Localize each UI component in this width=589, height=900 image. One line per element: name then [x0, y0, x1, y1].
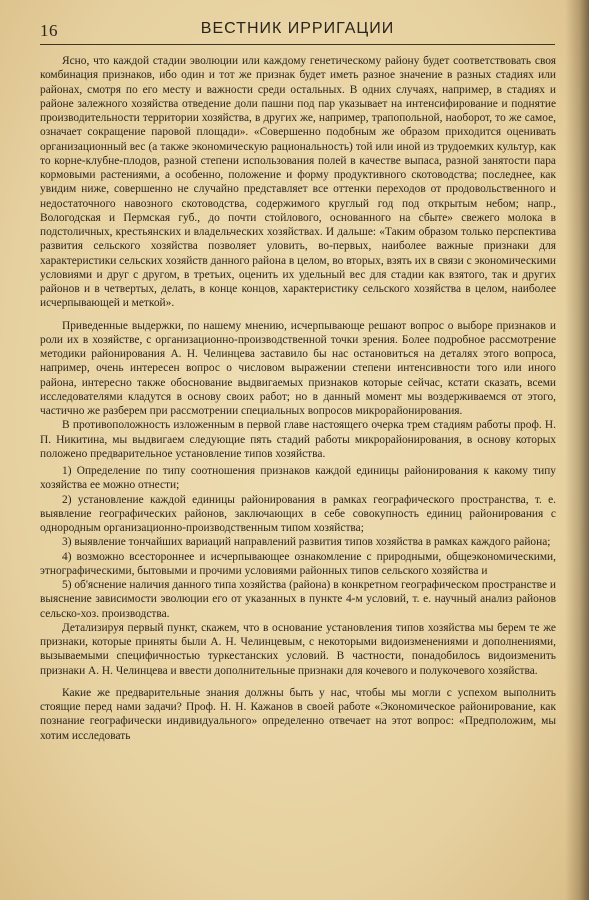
paragraph: Приведенные выдержки, по нашему мнению, исчерпывающе решают вопрос о выборе признаков и роли их в хозяйстве, с организационно-производственной точки зрения. Более подробное рассмотрение методики районирования А. Н. Челинцева заставило бы нас остановиться на деталях этого вопроса, например, очень интересен вопрос о числовом выражении степени интенсивности того или иного района, интересно также обоснование выдвигаемых признаков которые сейчас, кстати сказать, всеми исследователями кладутся в основу своих работ; но в данный момент мы воздерживаемся от этого, частично же разберем при рассмотрении специальных вопросов микрорайонирования. [40, 319, 556, 417]
list-item: 2) установление каждой единицы районирования в рамках географического пространства, т. е. выявление географических районов, заключающих в себе совокупность единиц районирования с однородным организационно-производственным типом хозяйства; [40, 493, 556, 534]
list-item: 3) выявление тончайших вариаций направлений развития типов хозяйства в рамках каждого района; [62, 536, 551, 549]
page-spine-shadow [565, 0, 589, 900]
running-header [40, 18, 555, 45]
list-item: 1) Определение по типу соотношения признаков каждой единицы районирования к какому типу хозяйства ее можно отнести; [40, 465, 556, 492]
paragraph: Какие же предварительные знания должны быть у нас, чтобы мы могли с успехом выполнить стоящие перед нами задачи? Проф. Н. Н. Кажанов в своей работе «Экономическое районирование, как познание географически индивидуального» определенно отвечает на этот вопрос: «Предположим, мы хотим исследовать [40, 686, 556, 742]
list-item: 4) возможно всестороннее и исчерпывающее ознакомление с природными, общеэкономическими, этнографическими, бытовыми и прочими условиями районных типов сельского хозяйства и [40, 550, 556, 577]
list-item: 5) об'яснение наличия данного типа хозяйства (района) в конкретном географическом пространстве и выяснение зависимости эволюции его от указанных в пункте 4-м условий, т. е. научный анализ районов сельско-хоз. производства. [40, 579, 556, 620]
paragraph-quote: Ясно, что каждой стадии эволюции или каждому генетическому району будет соответствовать своя комбинация признаков, ибо один и тот же признак будет иметь разное значение в разных стадиях или районах, смотря по его месту и важности среди остальных. В одних случаях, например, в стадиях и районе залежного хозяйства отведение доли пашни под пар указывает на интенсифирование и поднятие производительности территории хозяйства, в других же, например, трапопольной, наоборот, то же самое, означает сокращение паровой площади». «Совершенно подобным же образом приходится оценивать организационный вес (а также экономическую рациональность) той или иной из трудоемких культур, как то корне-клубне-плодов, разной степени использования полей в качестве выпаса, разной занятости пара кормовыми растениями, а особенно, положение и форму продуктивного скотоводства; последнее, как увидим ниже, совершенно не случайно представляет все оттенки переходов от продовольственного и недостаточного навозного скотоводства, содержимого круглый год под открытым небом; напр., Вологодская и Пермская губ., до почти стойлового, основанного на сбыте» свежего молока в подстоличных, крестьянских и владельческих хозяйствах. И дальше: «Таким образом только перспектива развития сельского хозяйства позволяет уловить, во-первых, наиболее важные признаки для характеристики сельских хозяйств данного района в целом, во вторых, взять их в связи с экономическими условиями и друг с другом, в третьих, оценить их удельный вес для стадии как взятого, так и других районов и в четвертых, делать, в конце концов, характеристику сельского хозяйства в целом, наиболее исчерпывающей и меткой». [40, 55, 556, 310]
running-title: ВЕСТНИК ИРРИГАЦИИ [200, 20, 395, 37]
article-body [40, 54, 556, 743]
paragraph: Детализируя первый пункт, скажем, что в основание установления типов хозяйства мы берем те же признаки, которые приняты были А. Н. Челинцевым, с некоторыми видоизменениями и дополнениями, вызываемыми специфичностью туркестанских условий. В частности, понадобилось видоизменить признаки А. Н. Челинцева и ввести дополнительные признаки для кочевого и полукочевого хозяйства. [40, 621, 556, 677]
paragraph: В противоположность изложенным в первой главе настоящего очерка трем стадиям работы проф. Н. П. Никитина, мы выдвигаем следующие пять стадий работы микрорайонирования, в основу которых положено предварительное установление типов хозяйства. [40, 419, 556, 460]
page-number: 16 [40, 21, 58, 40]
